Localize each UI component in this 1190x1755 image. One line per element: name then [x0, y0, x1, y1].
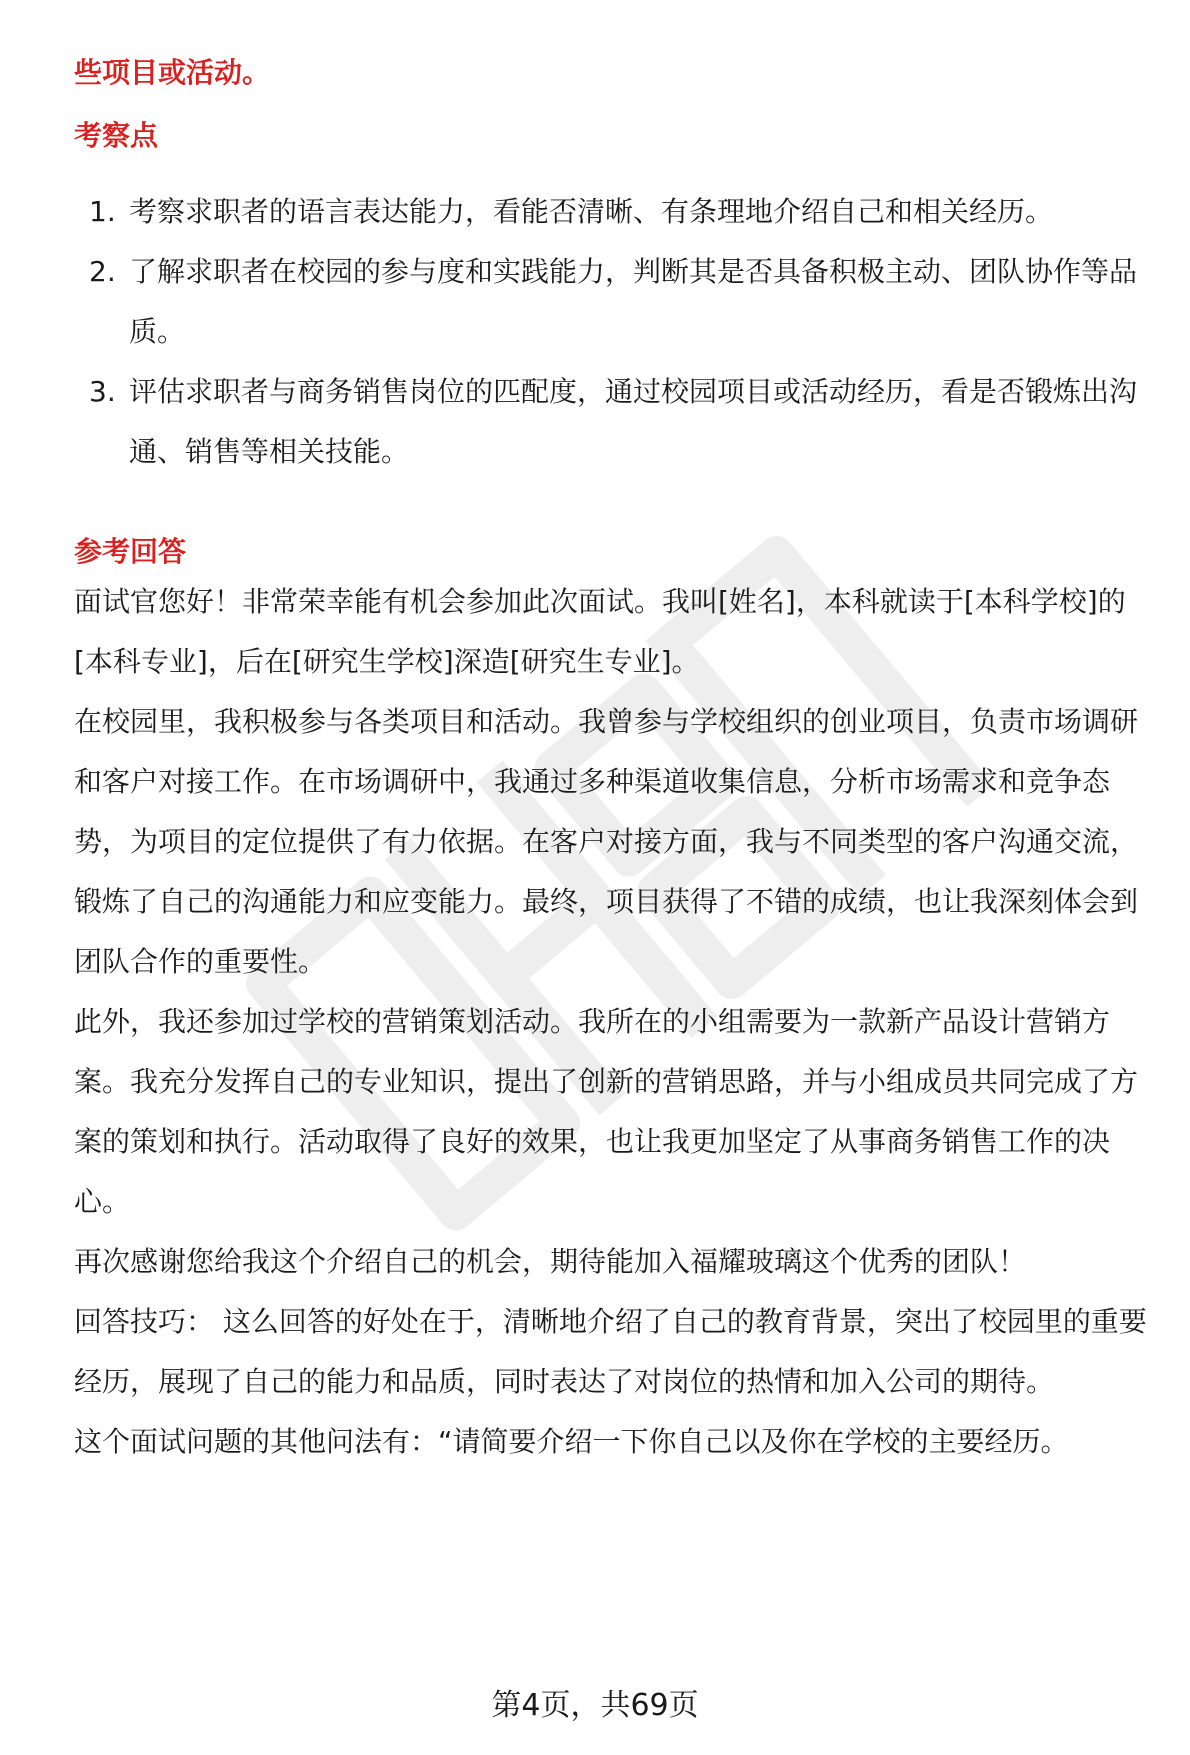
- section-heading-cankao: 参考回答: [74, 535, 187, 568]
- list-item-number: 2.: [89, 255, 116, 288]
- list-item: [74, 242, 1164, 362]
- list-item-text: 考察求职者的语言表达能力，看能否清晰、有条理地介绍自己和相关经历。: [129, 195, 1054, 228]
- list-item: [74, 362, 1164, 482]
- answer-paragraph-thanks: 再次感谢您给我这个介绍自己的机会，期待能加入福耀玻璃这个优秀的团队！: [74, 1245, 1027, 1278]
- list-item: [74, 182, 1164, 242]
- answer-paragraph-campus: 在校园里，我积极参与各类项目和活动。我曾参与学校组织的创业项目，负责市场调研和客户对接工作。在市场调研中，我通过多种渠道收集信息，分析市场需求和竞争态势，为项目的定位提供了有力依据。在客户对接方面，我与不同类型的客户沟通交流，锻炼了自己的沟通能力和应变能力。最终，项目获得了不错的成绩，也让我深刻体会到团队合作的重要性。: [74, 705, 1139, 978]
- points-list: [74, 182, 1164, 482]
- alternate-questions-paragraph: 这个面试问题的其他问法有：“请简要介绍一下你自己以及你在学校的主要经历。: [74, 1425, 1069, 1458]
- section-heading-kaocha: 考察点: [74, 119, 159, 152]
- answer-paragraph-marketing: 此外，我还参加过学校的营销策划活动。我所在的小组需要为一款新产品设计营销方案。我充分发挥自己的专业知识，提出了创新的营销思路，并与小组成员共同完成了方案的策划和执行。活动取得了良好的效果，也让我更加坚定了从事商务销售工作的决心。: [74, 1005, 1139, 1218]
- list-item-text: 评估求职者与商务销售岗位的匹配度，通过校园项目或活动经历，看是否锻炼出沟通、销售等相关技能。: [129, 375, 1138, 468]
- lead-text: 些项目或活动。: [74, 56, 271, 89]
- page-number-footer: 第4页，共69页: [491, 1688, 699, 1723]
- answer-paragraph-intro: 面试官您好！非常荣幸能有机会参加此次面试。我叫[姓名]，本科就读于[本科学校]的[本科专业]，后在[研究生学校]深造[研究生专业]。: [74, 585, 1126, 678]
- list-item-text: 了解求职者在校园的参与度和实践能力，判断其是否具备积极主动、团队协作等品质。: [129, 255, 1138, 348]
- list-item-number: 1.: [89, 195, 116, 228]
- list-item-number: 3.: [89, 375, 116, 408]
- document-content: [74, 44, 1164, 1472]
- answer-tips-paragraph: 回答技巧： 这么回答的好处在于，清晰地介绍了自己的教育背景，突出了校园里的重要经历，展现了自己的能力和品质，同时表达了对岗位的热情和加入公司的期待。: [74, 1305, 1147, 1398]
